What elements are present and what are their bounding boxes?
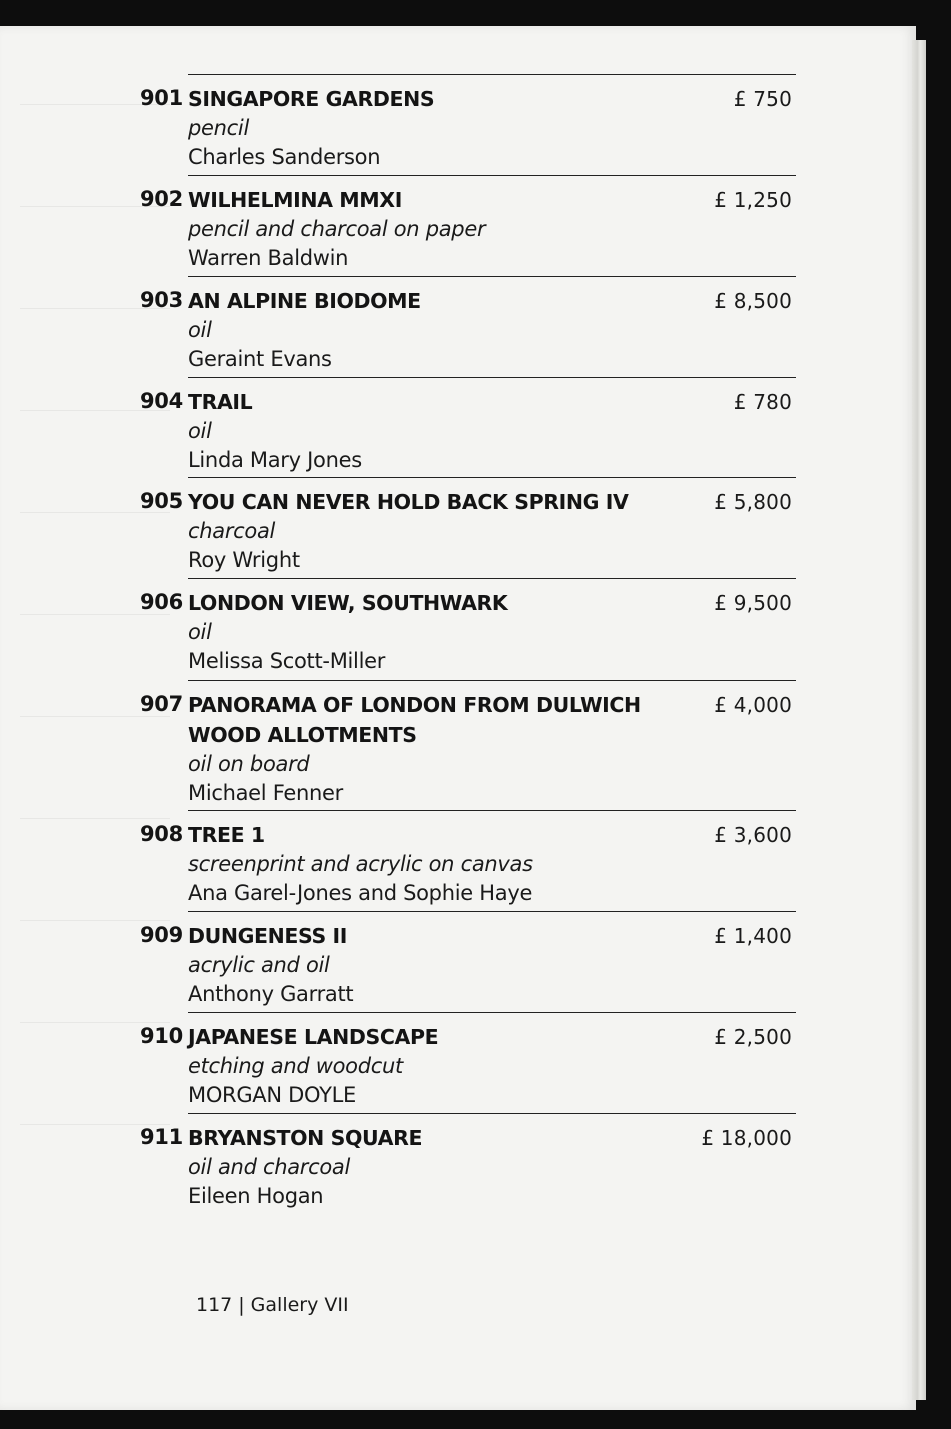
artwork-medium: charcoal	[188, 519, 276, 543]
artwork-price: £ 8,500	[714, 289, 792, 313]
artwork-medium: oil on board	[188, 752, 310, 776]
lot-number: 905	[140, 489, 183, 513]
catalogue-entry	[140, 175, 796, 276]
artwork-medium: pencil and charcoal on paper	[188, 217, 486, 241]
artwork-price: £ 1,400	[714, 924, 792, 948]
artwork-price: £ 3,600	[714, 823, 792, 847]
artwork-price: £ 750	[733, 87, 792, 111]
artwork-medium: oil	[188, 318, 212, 342]
artist-name: Linda Mary Jones	[188, 448, 362, 472]
catalogue-entry	[140, 377, 796, 477]
artist-name: Charles Sanderson	[188, 145, 381, 169]
lot-number: 902	[140, 187, 183, 211]
footer-separator: |	[238, 1294, 245, 1316]
lot-number: 903	[140, 288, 183, 312]
artwork-title: BRYANSTON SQUARE	[188, 1126, 423, 1150]
artwork-price: £ 2,500	[714, 1025, 792, 1049]
artwork-title: PANORAMA OF LONDON FROM DULWICH WOOD ALLOTMENTS	[188, 693, 641, 747]
artwork-medium: pencil	[188, 116, 249, 140]
artwork-title: TRAIL	[188, 390, 253, 414]
artwork-medium: oil	[188, 620, 212, 644]
catalogue-entry	[140, 680, 796, 810]
artwork-price: £ 18,000	[701, 1126, 792, 1150]
catalogue-entry	[140, 1113, 796, 1214]
lot-number: 907	[140, 692, 183, 716]
catalogue-entry	[140, 1012, 796, 1113]
artwork-title: LONDON VIEW, SOUTHWARK	[188, 591, 508, 615]
artist-name: Eileen Hogan	[188, 1184, 324, 1208]
artwork-medium: oil and charcoal	[188, 1155, 351, 1179]
artist-name: MORGAN DOYLE	[188, 1083, 357, 1107]
artist-name: Anthony Garratt	[188, 982, 354, 1006]
artwork-price: £ 4,000	[714, 693, 792, 717]
lot-number: 911	[140, 1125, 183, 1149]
artwork-title: YOU CAN NEVER HOLD BACK SPRING IV	[188, 490, 629, 514]
artwork-title: WILHELMINA MMXI	[188, 188, 402, 212]
artwork-price: £ 9,500	[714, 591, 792, 615]
catalogue-entry	[140, 477, 796, 578]
lot-number: 906	[140, 590, 183, 614]
artwork-price: £ 1,250	[714, 188, 792, 212]
artist-name: Roy Wright	[188, 548, 300, 572]
artwork-price: £ 780	[733, 390, 792, 414]
artwork-medium: oil	[188, 419, 212, 443]
artist-name: Michael Fenner	[188, 781, 343, 805]
artwork-title: DUNGENESS II	[188, 924, 348, 948]
catalogue-list	[140, 74, 800, 1214]
artwork-medium: etching and woodcut	[188, 1054, 403, 1078]
artwork-medium: screenprint and acrylic on canvas	[188, 852, 533, 876]
artwork-title: AN ALPINE BIODOME	[188, 289, 421, 313]
artist-name: Geraint Evans	[188, 347, 332, 371]
page-footer	[196, 1294, 349, 1316]
gallery-section: Gallery VII	[250, 1294, 349, 1316]
artwork-title: JAPANESE LANDSCAPE	[188, 1025, 439, 1049]
artwork-title: TREE 1	[188, 823, 265, 847]
lot-number: 910	[140, 1024, 183, 1048]
page-edge	[912, 40, 926, 1400]
lot-number: 908	[140, 822, 183, 846]
artwork-medium: acrylic and oil	[188, 953, 330, 977]
lot-number: 904	[140, 389, 183, 413]
catalogue-entry	[140, 810, 796, 911]
lot-number: 909	[140, 923, 183, 947]
catalogue-entry	[140, 911, 796, 1012]
catalogue-entry	[140, 74, 796, 175]
catalogue-entry	[140, 276, 796, 377]
artwork-title: SINGAPORE GARDENS	[188, 87, 435, 111]
artist-name: Ana Garel-Jones and Sophie Haye	[188, 881, 533, 905]
lot-number: 901	[140, 86, 183, 110]
artist-name: Melissa Scott-Miller	[188, 649, 386, 673]
artist-name: Warren Baldwin	[188, 246, 349, 270]
page-number: 117	[196, 1294, 233, 1316]
artwork-price: £ 5,800	[714, 490, 792, 514]
catalogue-entry	[140, 578, 796, 680]
